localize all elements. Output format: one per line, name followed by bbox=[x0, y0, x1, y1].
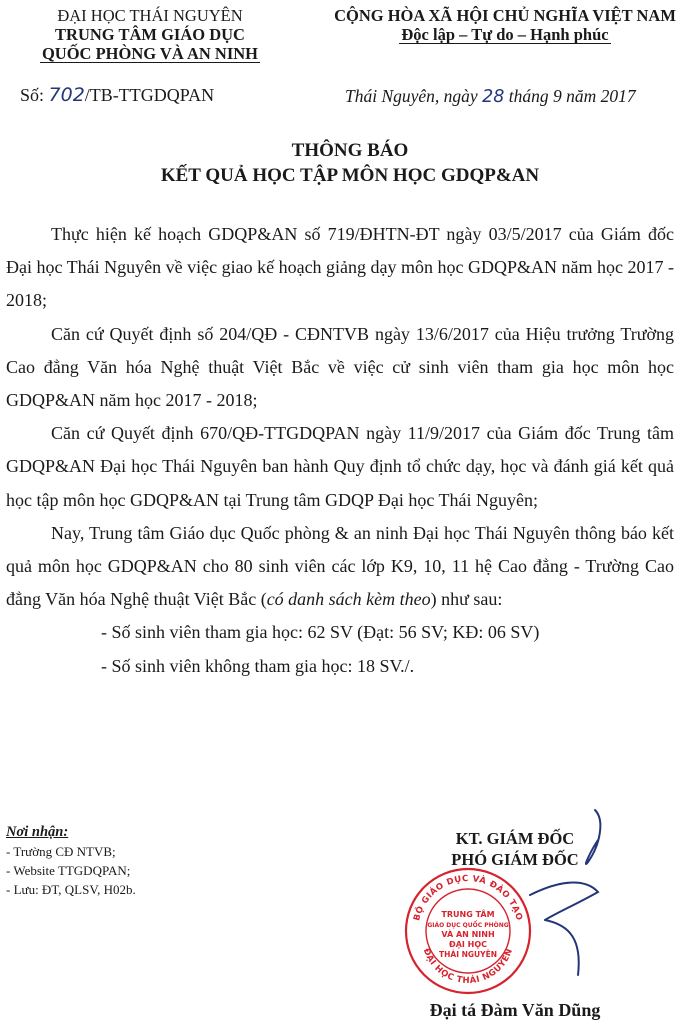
result-participated: - Số sinh viên tham gia học: 62 SV (Đạt: 56 SV; KĐ: 06 SV) bbox=[101, 622, 540, 643]
seal-center-line: GIÁO DỤC QUỐC PHÒNG bbox=[427, 922, 509, 929]
country-name: CỘNG HÒA XÃ HỘI CHỦ NGHĨA VIỆT NAM bbox=[334, 6, 676, 25]
recipients-heading: Nơi nhận: bbox=[6, 824, 69, 840]
document-number: Số: 702/TB-TTGDQPAN bbox=[20, 84, 215, 106]
notice-body bbox=[6, 218, 674, 683]
notice-subtitle: KẾT QUẢ HỌC TẬP MÔN HỌC GDQP&AN bbox=[160, 165, 540, 186]
recipient-item: - Website TTGDQPAN; bbox=[6, 863, 131, 878]
issuer-center-line1: TRUNG TÂM GIÁO DỤC bbox=[55, 25, 245, 44]
national-motto-block bbox=[310, 6, 700, 44]
issuer-center-line2: QUỐC PHÒNG VÀ AN NINH bbox=[41, 44, 259, 63]
paragraph-announcement: Nay, Trung tâm Giáo dục Quốc phòng & an ninh Đại học Thái Nguyên thông báo kết quả môn học GDQP&AN cho 80 sinh viên các lớp K9, 10, 11 hệ Cao đẳng - Trường Cao đẳng Văn hóa Nghệ thuật Việt Bắc (có danh sách kèm theo) như sau: bbox=[6, 522, 674, 610]
handwritten-number: 702 bbox=[48, 84, 85, 106]
handwritten-day: 28 bbox=[482, 87, 505, 107]
issuer-block bbox=[0, 6, 300, 63]
result-absent: - Số sinh viên không tham gia học: 18 SV./. bbox=[101, 655, 415, 676]
dateline: Thái Nguyên, ngày 28 tháng 9 năm 2017 bbox=[345, 86, 636, 107]
notice-title: THÔNG BÁO bbox=[291, 140, 409, 161]
issuer-university: ĐẠI HỌC THÁI NGUYÊN bbox=[57, 6, 243, 25]
seal-center-line: THÁI NGUYÊN bbox=[439, 950, 497, 959]
recipients-block bbox=[6, 823, 136, 899]
signatory-position: PHÓ GIÁM ĐỐC bbox=[451, 850, 579, 869]
seal-outer-text: BỘ GIÁO DỤC VÀ ĐÀO TẠO bbox=[412, 873, 524, 922]
recipient-item: - Trường CĐ NTVB; bbox=[6, 844, 116, 859]
seal-bottom-text: ĐẠI HỌC THÁI NGUYÊN bbox=[420, 947, 516, 987]
recipient-item: - Lưu: ĐT, QLSV, H02b. bbox=[6, 882, 136, 897]
paragraph-decision-670: Căn cứ Quyết định 670/QĐ-TTGDQPAN ngày 11/9/2017 của Giám đốc Trung tâm GDQP&AN Đại học Thái Nguyên ban hành Quy định tổ chức dạy, học và đánh giá kết quả học tập môn học GDQP&AN tại Trung tâm GDQP Đại học Thái Nguyên; bbox=[6, 423, 674, 510]
seal-center-line: VÀ AN NINH bbox=[441, 930, 495, 939]
handwritten-signature bbox=[500, 800, 620, 1000]
paragraph-decision-204: Căn cứ Quyết định số 204/QĐ - CĐNTVB ngày 13/6/2017 của Hiệu trưởng Trường Cao đẳng Văn hóa Nghệ thuật Việt Bắc về việc cử sinh viên tham gia học môn học GDQP&AN năm học 2017 - 2018; bbox=[6, 323, 674, 411]
signatory-name: Đại tá Đàm Văn Dũng bbox=[429, 1000, 601, 1020]
seal-center-line: ĐẠI HỌC bbox=[448, 940, 488, 949]
seal-center-line: TRUNG TÂM bbox=[441, 910, 495, 919]
paragraph-plan: Thực hiện kế hoạch GDQP&AN số 719/ĐHTN-ĐT ngày 03/5/2017 của Giám đốc Đại học Thái Nguyên về việc giao kế hoạch giảng dạy môn học GDQP&AN năm học 2017 - 2018; bbox=[6, 224, 675, 311]
signatory-authority: KT. GIÁM ĐỐC bbox=[455, 829, 575, 848]
motto: Độc lập – Tự do – Hạnh phúc bbox=[401, 25, 609, 44]
